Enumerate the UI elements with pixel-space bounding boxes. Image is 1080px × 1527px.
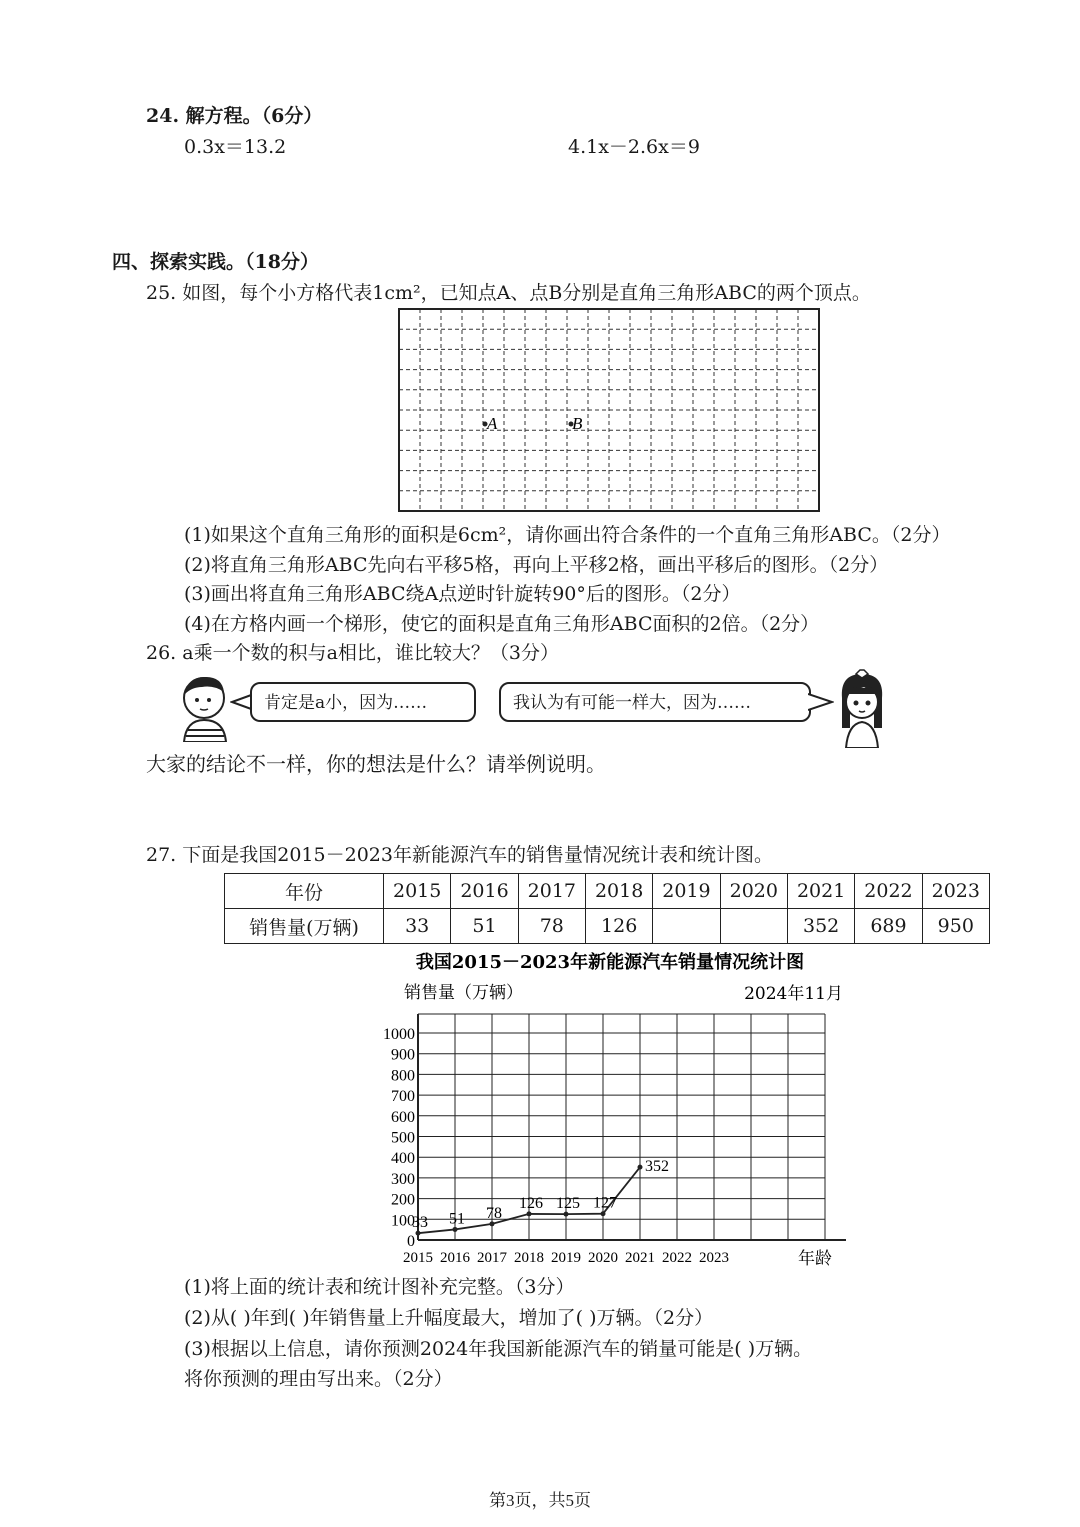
sales-table bbox=[224, 873, 990, 944]
table-year-cell: 2015 bbox=[384, 874, 451, 909]
chart-data-label: 51 bbox=[449, 1210, 465, 1228]
table-year-cell: 2022 bbox=[855, 874, 922, 909]
chart-data-label: 126 bbox=[519, 1194, 543, 1212]
q24-equation-1: 0.3x＝13.2 bbox=[184, 136, 287, 158]
chart-x-tick-label: 2018 bbox=[514, 1250, 544, 1266]
point-b-label: B bbox=[572, 414, 583, 433]
chart-y-tick-label: 500 bbox=[391, 1129, 415, 1147]
chart-y-tick-label: 0 bbox=[407, 1233, 415, 1250]
chart-date-note: 2024年11月 bbox=[744, 984, 843, 1004]
section-4-title: 四、探索实践。（18分） bbox=[112, 251, 319, 273]
chart-data-label: 127 bbox=[593, 1194, 617, 1212]
q27-sub3b: 将你预测的理由写出来。（2分） bbox=[184, 1368, 453, 1390]
chart-y-tick-label: 900 bbox=[391, 1046, 415, 1064]
chart-data-label: 125 bbox=[556, 1195, 580, 1213]
chart-data-point bbox=[453, 1227, 458, 1232]
table-sales-cell: 126 bbox=[585, 909, 652, 944]
table-header-label: 年份 bbox=[225, 874, 384, 909]
chart-data-point bbox=[601, 1211, 606, 1216]
chart-y-tick-label: 800 bbox=[391, 1067, 415, 1085]
chart-data-label: 352 bbox=[645, 1158, 669, 1176]
chart-data-point bbox=[490, 1221, 495, 1226]
table-row-label: 销售量(万辆) bbox=[225, 909, 384, 944]
page-footer: 第3页，共5页 bbox=[489, 1491, 591, 1510]
q25-sub2: (2)将直角三角形ABC先向右平移5格，再向上平移2格，画出平移后的图形。（2分） bbox=[184, 554, 889, 576]
table-year-cell: 2019 bbox=[653, 874, 720, 909]
chart-x-axis-label: 年龄 bbox=[798, 1249, 832, 1269]
table-year-cell: 2021 bbox=[787, 874, 854, 909]
chart-y-tick-label: 400 bbox=[391, 1150, 415, 1168]
point-a-label: A bbox=[487, 414, 498, 433]
table-row-sales bbox=[225, 909, 990, 944]
table-sales-cell: 352 bbox=[787, 909, 854, 944]
chart-data-point bbox=[564, 1212, 569, 1217]
table-sales-cell: 689 bbox=[855, 909, 922, 944]
q27-sub1: (1)将上面的统计表和统计图补充完整。（3分） bbox=[184, 1276, 575, 1298]
q26-question: 大家的结论不一样，你的想法是什么？请举例说明。 bbox=[146, 752, 606, 776]
q24-title: 24. 解方程。（6分） bbox=[146, 105, 323, 127]
chart-x-tick-label: 2023 bbox=[699, 1250, 729, 1266]
table-sales-cell: 78 bbox=[518, 909, 585, 944]
chart-x-tick-label: 2021 bbox=[625, 1250, 655, 1266]
chart-x-tick-label: 2015 bbox=[403, 1250, 433, 1266]
table-year-cell: 2020 bbox=[720, 874, 787, 909]
table-sales-cell: 950 bbox=[922, 909, 989, 944]
girl-speech-bubble: 我认为有可能一样大，因为…… bbox=[499, 682, 811, 722]
chart-x-tick-label: 2016 bbox=[440, 1250, 470, 1266]
q27-sub3: (3)根据以上信息，请你预测2024年我国新能源汽车的销量可能是( )万辆。 bbox=[184, 1338, 813, 1360]
girl-illustration bbox=[834, 668, 890, 748]
chart-y-tick-label: 100 bbox=[391, 1212, 415, 1230]
chart-title: 我国2015－2023年新能源汽车销量情况统计图 bbox=[415, 952, 805, 973]
chart-data-point bbox=[527, 1211, 532, 1216]
chart-y-tick-label: 600 bbox=[391, 1108, 415, 1126]
table-year-cell: 2023 bbox=[922, 874, 989, 909]
table-sales-cell-blank[interactable] bbox=[653, 909, 720, 944]
q25-sub4: (4)在方格内画一个梯形，使它的面积是直角三角形ABC面积的2倍。（2分） bbox=[184, 613, 820, 635]
chart-x-tick-label: 2017 bbox=[477, 1250, 507, 1266]
table-year-cell: 2016 bbox=[451, 874, 518, 909]
q27-sub2: (2)从( )年到( )年销售量上升幅度最大，增加了( )万辆。（2分） bbox=[184, 1307, 714, 1329]
q25-sub3: (3)画出将直角三角形ABC绕A点逆时针旋转90°后的图形。（2分） bbox=[184, 583, 741, 605]
table-row-years bbox=[225, 874, 990, 909]
q25-intro: 25. 如图，每个小方格代表1cm²，已知点A、点B分别是直角三角形ABC的两个顶点。 bbox=[146, 282, 871, 304]
chart-data-label: 33 bbox=[412, 1214, 428, 1232]
chart-data-point bbox=[638, 1165, 643, 1170]
chart-x-tick-label: 2022 bbox=[662, 1250, 692, 1266]
chart-x-tick-label: 2020 bbox=[588, 1250, 618, 1266]
boy-speech-bubble: 肯定是a小，因为…… bbox=[250, 682, 476, 722]
table-year-cell: 2018 bbox=[585, 874, 652, 909]
chart-data-point bbox=[416, 1231, 421, 1236]
table-year-cell: 2017 bbox=[518, 874, 585, 909]
sales-line-chart bbox=[360, 948, 860, 1270]
chart-y-tick-label: 300 bbox=[391, 1170, 415, 1188]
table-sales-cell: 33 bbox=[384, 909, 451, 944]
boy-illustration bbox=[178, 672, 234, 742]
q26-intro: 26. a乘一个数的积与a相比，谁比较大？（3分） bbox=[146, 642, 560, 664]
chart-x-tick-label: 2019 bbox=[551, 1250, 581, 1266]
q25-sub1: (1)如果这个直角三角形的面积是6cm²，请你画出符合条件的一个直角三角形ABC。（2分） bbox=[184, 524, 951, 546]
chart-data-label: 78 bbox=[486, 1204, 502, 1222]
chart-y-tick-label: 1000 bbox=[383, 1026, 415, 1043]
table-sales-cell-blank[interactable] bbox=[720, 909, 787, 944]
chart-y-tick-label: 200 bbox=[391, 1191, 415, 1209]
q27-intro: 27. 下面是我国2015－2023年新能源汽车的销售量情况统计表和统计图。 bbox=[146, 844, 773, 866]
chart-y-axis-label: 销售量（万辆） bbox=[404, 983, 523, 1003]
table-sales-cell: 51 bbox=[451, 909, 518, 944]
q25-grid bbox=[398, 308, 822, 514]
q24-equation-2: 4.1x－2.6x＝9 bbox=[568, 136, 700, 158]
girl-bubble-tail bbox=[808, 690, 834, 714]
chart-y-tick-label: 700 bbox=[391, 1088, 415, 1106]
